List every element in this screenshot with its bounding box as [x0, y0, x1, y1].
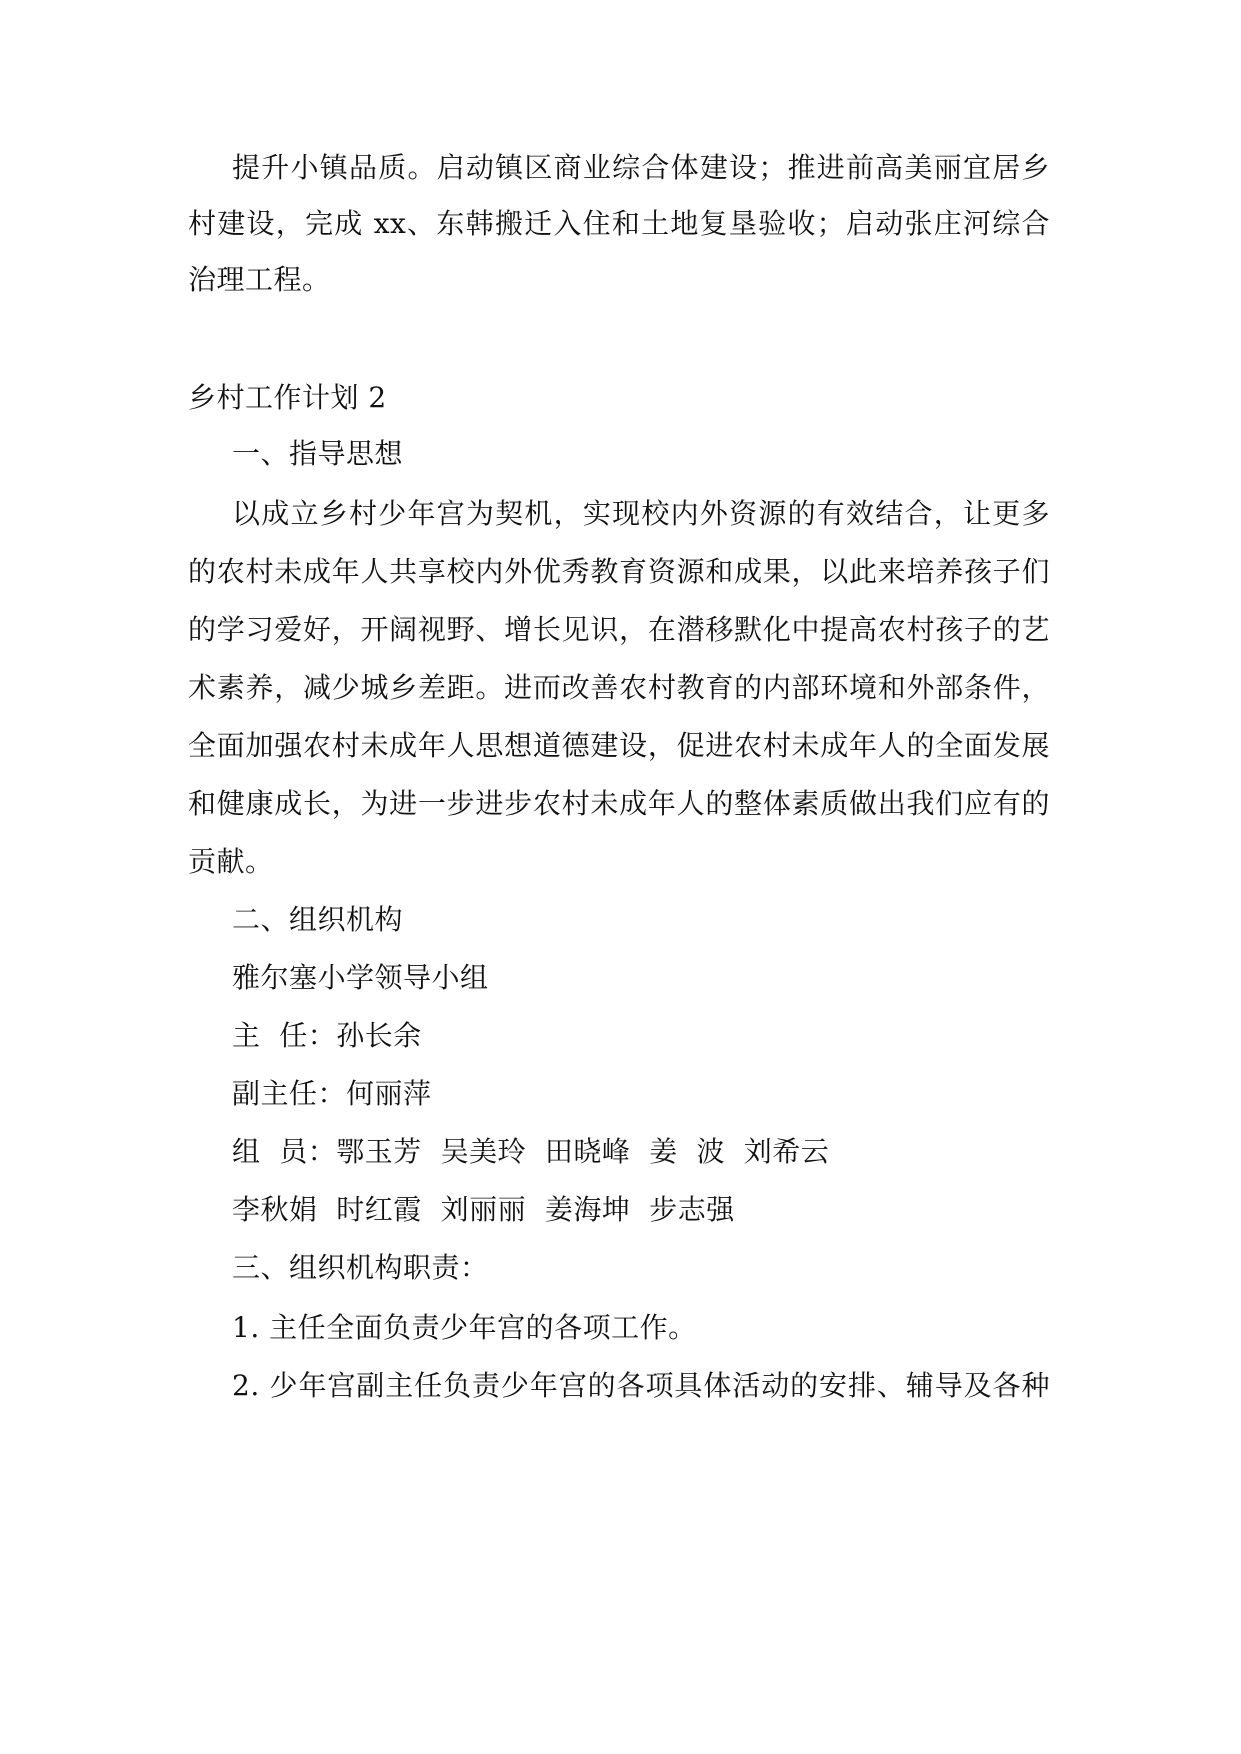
paragraph-line: 以成立乡村少年宫为契机，实现校内外资源的有效结合，让更多: [232, 497, 1050, 530]
paragraph-line: 的学习爱好，开阔视野、增长见识，在潜移默化中提高农村孩子的艺: [188, 613, 1050, 646]
paragraph-line: 全面加强农村未成年人思想道德建设，促进农村未成年人的全面发展: [188, 729, 1050, 762]
members-line-continued: 李秋娟 时红霞 刘丽丽 姜海坤 步志强: [232, 1193, 735, 1226]
subsection-heading: 二、组织机构: [232, 903, 404, 936]
paragraph-line: 村建设，完成 xx、东韩搬迁入住和土地复垦验收；启动张庄河综合: [188, 207, 1050, 240]
subsection-heading: 一、指导思想: [232, 437, 404, 470]
paragraph-line: 术素养，减少城乡差距。进而改善农村教育的内部环境和外部条件，: [188, 671, 1050, 704]
subsection-heading: 三、组织机构职责：: [232, 1251, 489, 1284]
director-line: 主 任：孙长余: [232, 1019, 422, 1052]
paragraph-line: 提升小镇品质。启动镇区商业综合体建设；推进前高美丽宜居乡: [232, 151, 1050, 184]
paragraph-line: 和健康成长，为进一步进步农村未成年人的整体素质做出我们应有的: [188, 787, 1050, 820]
paragraph-line: 贡献。: [188, 845, 274, 878]
paragraph-line: 的农村未成年人共享校内外优秀教育资源和成果，以此来培养孩子们: [188, 555, 1050, 588]
list-item: 1. 主任全面负责少年宫的各项工作。: [232, 1311, 697, 1344]
deputy-director-line: 副主任：何丽萍: [232, 1077, 432, 1110]
members-line: 组 员：鄂玉芳 吴美玲 田晓峰 姜 波 刘希云: [232, 1135, 830, 1168]
paragraph-line: 治理工程。: [188, 263, 331, 296]
group-title: 雅尔塞小学领导小组: [232, 961, 489, 994]
section-heading: 乡村工作计划 2: [188, 381, 387, 414]
list-item: 2. 少年宫副主任负责少年宫的各项具体活动的安排、辅导及各种: [232, 1369, 1050, 1402]
